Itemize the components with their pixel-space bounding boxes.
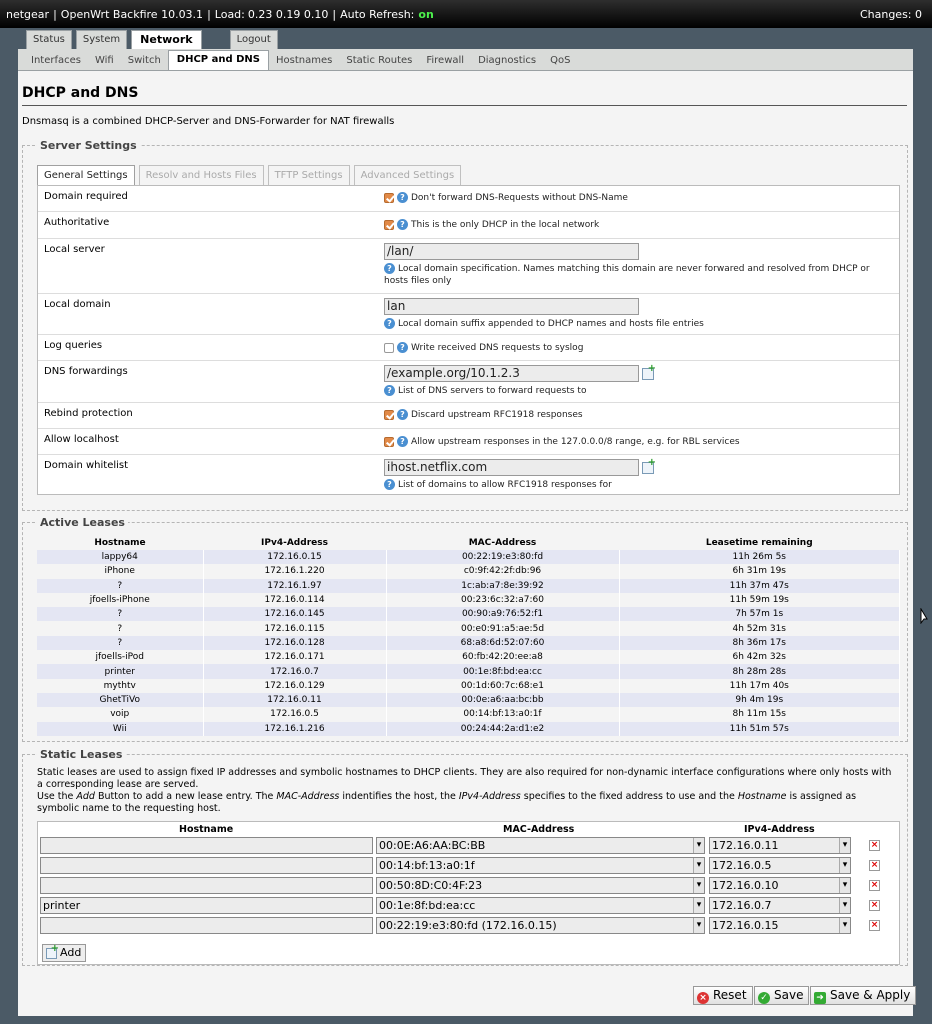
setting-label: Authoritative (44, 217, 110, 228)
setting-label: DNS forwardings (44, 366, 128, 377)
setting-authoritative (38, 212, 899, 239)
table-cell: 4h 52m 31s (619, 621, 900, 635)
server-settings-tabs (37, 165, 465, 185)
table-cell: 1c:ab:a7:8e:39:92 (386, 579, 619, 593)
ipv4-address-select[interactable]: 172.16.0.15 ▾ (709, 917, 851, 934)
static-lease-row (38, 837, 899, 855)
table-cell: 00:1d:60:7c:68:e1 (386, 679, 619, 693)
table-cell: 172.16.0.128 (203, 636, 386, 650)
desc-em: Hostname (737, 791, 787, 802)
setting-rebind-protection (38, 403, 899, 429)
domain-required-checkbox[interactable] (384, 193, 394, 203)
active-leases-table (37, 536, 900, 736)
tab-general-settings[interactable]: General Settings (37, 165, 135, 185)
table-row (37, 621, 900, 635)
table-row (37, 650, 900, 664)
server-settings-section (22, 139, 908, 511)
desc-em: MAC-Address (276, 791, 340, 802)
setting-label: Domain required (44, 191, 128, 202)
domain-whitelist-input[interactable]: ihost.netflix.com (384, 459, 639, 476)
table-cell: lappy64 (37, 550, 203, 564)
desc-text: specifies to the fixed address to use and the (520, 791, 738, 802)
table-cell: 11h 26m 5s (619, 550, 900, 564)
table-cell: 00:0e:a6:aa:bc:bb (386, 693, 619, 707)
load-value: 0.23 0.19 0.10 (247, 7, 329, 21)
reset-icon: × (697, 992, 709, 1004)
table-cell: 6h 31m 19s (619, 564, 900, 578)
table-cell: Wii (37, 722, 203, 736)
table-row (37, 664, 900, 678)
setting-label: Log queries (44, 340, 103, 351)
table-cell: 00:90:a9:76:52:f1 (386, 607, 619, 621)
subtab-firewall[interactable]: Firewall (426, 55, 465, 66)
main-tabs (26, 30, 282, 49)
table-row (37, 550, 900, 564)
setting-desc: Discard upstream RFC1918 responses (411, 410, 583, 420)
setting-log-queries (38, 335, 899, 361)
add-label: Add (60, 946, 82, 959)
table-cell: 60:fb:42:20:ee:a8 (386, 650, 619, 664)
column-header: Hostname (179, 824, 234, 835)
add-icon[interactable] (642, 462, 654, 474)
section-legend: Server Settings (37, 139, 140, 152)
help-icon: ? (397, 192, 408, 203)
autorefresh-toggle[interactable]: on (418, 7, 434, 21)
subtab-qos[interactable]: QoS (550, 55, 571, 66)
setting-allow-localhost (38, 429, 899, 455)
top-status-bar (0, 0, 932, 28)
column-header: MAC-Address (468, 538, 537, 548)
table-cell: 172.16.1.97 (203, 579, 386, 593)
table-cell: 9h 4m 19s (619, 693, 900, 707)
delete-icon[interactable]: × (870, 920, 879, 930)
subtab-interfaces[interactable]: Interfaces (31, 55, 81, 66)
delete-icon[interactable]: × (870, 880, 879, 890)
local-server-input[interactable]: /lan/ (384, 243, 639, 260)
table-cell: 7h 57m 1s (619, 607, 900, 621)
tab-system[interactable]: System (76, 30, 127, 49)
subtab-static-routes[interactable]: Static Routes (346, 55, 413, 66)
desc-em: IPv4-Address (458, 791, 521, 802)
setting-label: Allow localhost (44, 434, 119, 445)
table-cell: 11h 59m 19s (619, 593, 900, 607)
changes-link[interactable]: Changes: 0 (859, 7, 922, 21)
table-cell: 11h 37m 47s (619, 579, 900, 593)
table-cell: 68:a8:6d:52:07:60 (386, 636, 619, 650)
separator: | (332, 7, 337, 21)
column-header: IPv4-Address (744, 824, 815, 835)
save-button[interactable] (754, 986, 809, 1005)
table-row (37, 593, 900, 607)
table-cell: voip (37, 707, 203, 721)
setting-label: Rebind protection (44, 408, 133, 419)
autorefresh-label: Auto Refresh: (340, 7, 415, 21)
table-cell: 11h 17m 40s (619, 679, 900, 693)
setting-domain-whitelist (38, 455, 899, 496)
table-cell: iPhone (37, 564, 203, 578)
separator: | (53, 7, 57, 21)
active-leases-section (22, 516, 908, 742)
help-icon: ? (397, 436, 408, 447)
static-leases-description (37, 767, 897, 815)
table-cell: 00:22:19:e3:80:fd (386, 550, 619, 564)
local-domain-input[interactable]: lan (384, 298, 639, 315)
mac-address-select[interactable]: 00:22:19:e3:80:fd (172.16.0.15) ▾ (376, 917, 705, 934)
tab-logout[interactable]: Logout (230, 30, 278, 49)
subtab-dhcp-dns[interactable]: DHCP and DNS (168, 50, 269, 70)
setting-desc: Write received DNS requests to syslog (411, 343, 584, 353)
table-row (37, 693, 900, 707)
static-lease-row (38, 857, 899, 875)
hostname-input[interactable]: printer (40, 897, 373, 914)
table-row (37, 579, 900, 593)
table-row (37, 679, 900, 693)
setting-local-domain (38, 294, 899, 335)
table-cell: jfoells-iPod (37, 650, 203, 664)
static-lease-row (38, 917, 899, 935)
mouse-cursor-icon (920, 608, 928, 624)
help-icon: ? (384, 263, 395, 274)
ipv4-address-select[interactable]: 172.16.0.7 ▾ (709, 897, 851, 914)
authoritative-checkbox[interactable] (384, 220, 394, 230)
table-cell: 00:e0:91:a5:ae:5d (386, 621, 619, 635)
checkmark-icon: ✓ (758, 992, 770, 1004)
ipv4-address-select[interactable]: 172.16.0.10 ▾ (709, 877, 851, 894)
table-cell: 172.16.0.11 (203, 693, 386, 707)
subtab-wifi[interactable]: Wifi (94, 55, 114, 66)
setting-label: Domain whitelist (44, 460, 129, 471)
tab-advanced[interactable]: Advanced Settings (354, 165, 462, 185)
column-header: Hostname (94, 538, 146, 548)
desc-text: Button to add a new lease entry. The (94, 791, 277, 802)
desc-text: Use the (37, 791, 77, 802)
hostname-input[interactable] (40, 857, 373, 874)
table-cell: c0:9f:42:2f:db:96 (386, 564, 619, 578)
table-row (37, 607, 900, 621)
mac-address-select[interactable]: 00:0E:A6:AA:BC:BB ▾ (376, 837, 705, 854)
content-page (18, 71, 913, 1016)
add-icon (46, 948, 57, 959)
reset-button[interactable] (693, 986, 753, 1005)
save-apply-button[interactable] (810, 986, 916, 1005)
add-button[interactable] (42, 944, 86, 962)
setting-desc: Local domain specification. Names matching this domain are never forwared and resolved from DHCP or hosts files only (384, 264, 870, 286)
leases-body (37, 550, 900, 736)
table-cell: 172.16.1.216 (203, 722, 386, 736)
table-row (37, 564, 900, 578)
tab-status[interactable]: Status (26, 30, 72, 49)
delete-icon[interactable]: × (870, 860, 879, 870)
delete-icon[interactable]: × (870, 900, 879, 910)
setting-label: Local domain (44, 299, 111, 310)
table-cell: 172.16.0.115 (203, 621, 386, 635)
firmware-version: OpenWrt Backfire 10.03.1 (60, 7, 204, 21)
table-row (37, 636, 900, 650)
setting-desc: List of domains to allow RFC1918 responses for (398, 480, 612, 490)
mac-address-select[interactable]: 00:1e:8f:bd:ea:cc ▾ (376, 897, 705, 914)
table-row (37, 722, 900, 736)
table-cell: 172.16.0.5 (203, 707, 386, 721)
mac-address-select[interactable]: 00:50:8D:C0:4F:23 ▾ (376, 877, 705, 894)
table-cell: 8h 28m 28s (619, 664, 900, 678)
desc-text: is assigned as symbolic name to the requesting host. (37, 791, 857, 814)
column-header: IPv4-Address (261, 538, 328, 548)
static-leases-table (37, 821, 900, 965)
subtab-diagnostics[interactable]: Diagnostics (478, 55, 537, 66)
section-legend: Static Leases (37, 748, 125, 761)
mac-address-select[interactable]: 00:14:bf:13:a0:1f ▾ (376, 857, 705, 874)
section-legend: Active Leases (37, 516, 128, 529)
table-cell: 00:1e:8f:bd:ea:cc (386, 664, 619, 678)
hostname-input[interactable] (40, 877, 373, 894)
hostname-input[interactable] (40, 837, 373, 854)
desc-text: Static leases are used to assign fixed IP addresses and symbolic hostnames to DHCP clients. They are also required for non-dynamic interface configurations where only hosts with a corresponding lease are served. (37, 767, 892, 790)
table-cell: GhetTiVo (37, 693, 203, 707)
load-label: Load: (214, 7, 245, 21)
static-leases-section (22, 748, 908, 966)
table-cell: 00:24:44:2a:d1:e2 (386, 722, 619, 736)
setting-local-server (38, 239, 899, 294)
table-cell: 172.16.0.114 (203, 593, 386, 607)
setting-desc: List of DNS servers to forward requests to (398, 386, 587, 396)
help-icon: ? (397, 219, 408, 230)
ipv4-address-select[interactable]: 172.16.0.11 ▾ (709, 837, 851, 854)
desc-em: Add (76, 791, 95, 802)
delete-icon[interactable]: × (870, 840, 879, 850)
setting-desc: Allow upstream responses in the 127.0.0.0/8 range, e.g. for RBL services (411, 437, 740, 447)
help-icon: ? (384, 385, 395, 396)
add-icon[interactable] (642, 368, 654, 380)
table-cell: 172.16.0.171 (203, 650, 386, 664)
general-settings-panel (37, 185, 900, 495)
table-cell: 172.16.0.129 (203, 679, 386, 693)
allow-localhost-checkbox[interactable] (384, 437, 394, 447)
save-apply-label: Save & Apply (830, 988, 911, 1002)
table-cell: 172.16.0.145 (203, 607, 386, 621)
static-lease-row (38, 877, 899, 895)
table-row (37, 707, 900, 721)
table-cell: ? (37, 579, 203, 593)
table-cell: jfoells-iPhone (37, 593, 203, 607)
desc-text: indentifies the host, the (339, 791, 459, 802)
reset-label: Reset (713, 988, 747, 1002)
help-icon: ? (397, 342, 408, 353)
help-icon: ? (397, 409, 408, 420)
log-queries-checkbox[interactable] (384, 343, 394, 353)
table-cell: 172.16.0.7 (203, 664, 386, 678)
column-header: Leasetime remaining (705, 538, 813, 548)
table-cell: ? (37, 607, 203, 621)
setting-desc: Local domain suffix appended to DHCP names and hosts file entries (398, 319, 704, 329)
table-cell: 172.16.0.15 (203, 550, 386, 564)
setting-domain-required (38, 186, 899, 212)
setting-label: Local server (44, 244, 105, 255)
table-cell: ? (37, 636, 203, 650)
table-cell: 8h 11m 15s (619, 707, 900, 721)
separator: | (207, 7, 211, 21)
sub-tabs (18, 49, 913, 71)
page-title: DHCP and DNS (22, 85, 907, 106)
column-header: MAC-Address (503, 824, 575, 835)
subtab-hostnames[interactable]: Hostnames (276, 55, 333, 66)
table-cell: 11h 51m 57s (619, 722, 900, 736)
hostname-input[interactable] (40, 917, 373, 934)
tab-network[interactable]: Network (131, 30, 201, 50)
help-icon: ? (384, 479, 395, 490)
table-cell: 00:14:bf:13:a0:1f (386, 707, 619, 721)
save-apply-icon: ➜ (814, 992, 826, 1004)
hostname: netgear (6, 7, 50, 21)
setting-dns-forwardings (38, 361, 899, 403)
help-icon: ? (384, 318, 395, 329)
rebind-protection-checkbox[interactable] (384, 410, 394, 420)
page-description: Dnsmasq is a combined DHCP-Server and DNS-Forwarder for NAT firewalls (22, 116, 395, 127)
table-cell: 00:23:6c:32:a7:60 (386, 593, 619, 607)
table-cell: 172.16.1.220 (203, 564, 386, 578)
setting-desc: This is the only DHCP in the local network (411, 220, 600, 230)
table-cell: printer (37, 664, 203, 678)
table-cell: 6h 42m 32s (619, 650, 900, 664)
tab-resolv-hosts[interactable]: Resolv and Hosts Files (139, 165, 264, 185)
setting-desc: Don't forward DNS-Requests without DNS-Name (411, 193, 628, 203)
ipv4-address-select[interactable]: 172.16.0.5 ▾ (709, 857, 851, 874)
subtab-switch[interactable]: Switch (127, 55, 161, 66)
static-lease-row (38, 897, 899, 915)
table-cell: ? (37, 621, 203, 635)
tab-tftp[interactable]: TFTP Settings (268, 165, 350, 185)
table-cell: mythtv (37, 679, 203, 693)
save-label: Save (774, 988, 804, 1002)
dns-forwardings-input[interactable]: /example.org/10.1.2.3 (384, 365, 639, 382)
table-cell: 8h 36m 17s (619, 636, 900, 650)
